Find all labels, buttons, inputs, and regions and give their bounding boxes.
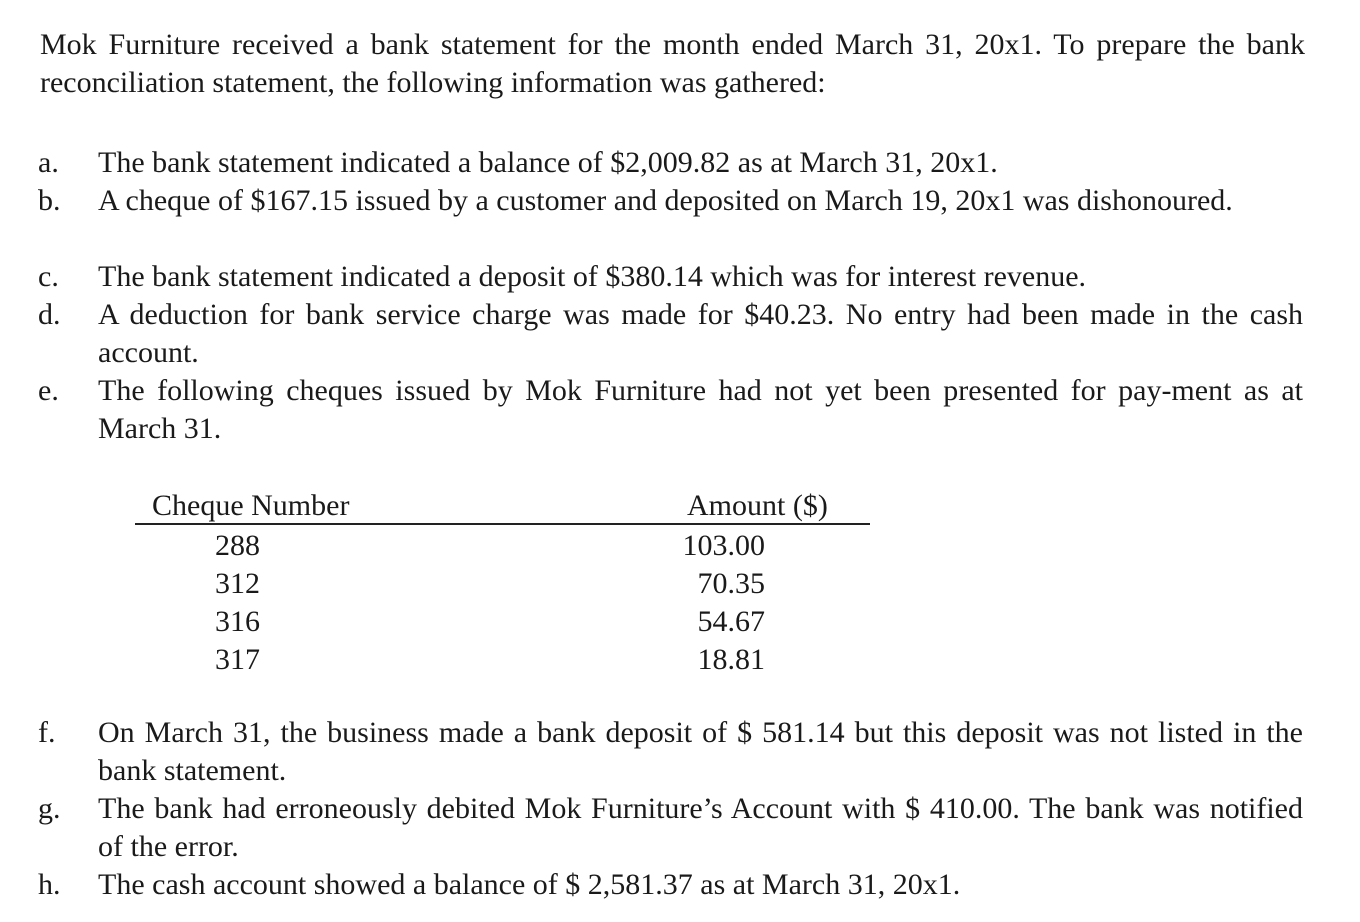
- item-text: The bank statement indicated a balance of $2,009.82 as at March 31, 20x1.: [98, 146, 998, 179]
- cheque-amount: 103.00: [682, 529, 765, 562]
- list-item-f: [38, 714, 1303, 790]
- table-row: [135, 639, 870, 677]
- item-text: The cash account showed a balance of $ 2,581.37 as at March 31, 20x1.: [98, 868, 961, 901]
- item-text: On March 31, the business made a bank deposit of $ 581.14 but this deposit was not listed in the bank statement.: [98, 716, 1303, 787]
- list-item-h: [38, 866, 1303, 904]
- table-row: [135, 525, 870, 563]
- item-letter: d.: [38, 298, 61, 331]
- item-letter: g.: [38, 792, 61, 825]
- cheque-number: 317: [215, 643, 260, 676]
- item-letter: c.: [38, 260, 59, 293]
- list-item-c: [38, 258, 1303, 296]
- list-item-a: [38, 144, 1303, 182]
- item-letter: h.: [38, 868, 61, 901]
- list-item-g: [38, 790, 1303, 866]
- table-row: [135, 601, 870, 639]
- table-row: [135, 563, 870, 601]
- cheque-table: [135, 487, 870, 677]
- cheque-amount: 18.81: [697, 643, 765, 676]
- item-text: A deduction for bank service charge was made for $40.23. No entry had been made in the cash account.: [98, 298, 1303, 369]
- item-letter: a.: [38, 146, 59, 179]
- item-letter: f.: [38, 716, 56, 749]
- intro-paragraph: Mok Furniture received a bank statement for the month ended March 31, 20x1. To prepare the bank reconciliation statement, the following information was gathered:: [40, 28, 1305, 99]
- cheque-amount: 54.67: [697, 605, 765, 638]
- list-item-d: [38, 296, 1303, 372]
- item-text: A cheque of $167.15 issued by a customer and deposited on March 19, 20x1 was dishonoured.: [98, 184, 1233, 217]
- cheque-amount: 70.35: [697, 567, 765, 600]
- header-amount: Amount ($): [687, 489, 828, 522]
- cheque-table-header: [135, 487, 870, 525]
- item-text: The bank statement indicated a deposit of $380.14 which was for interest revenue.: [98, 260, 1087, 293]
- list-item-b: [38, 182, 1303, 220]
- header-cheque-number: Cheque Number: [152, 489, 350, 522]
- cheque-number: 288: [215, 529, 260, 562]
- cheque-number: 312: [215, 567, 260, 600]
- cheque-number: 316: [215, 605, 260, 638]
- list-item-e: [38, 372, 1303, 448]
- item-text: The bank had erroneously debited Mok Furniture’s Account with $ 410.00. The bank was notified of the error.: [98, 792, 1303, 863]
- item-letter: b.: [38, 184, 61, 217]
- item-text: The following cheques issued by Mok Furniture had not yet been presented for pay-ment as at March 31.: [98, 374, 1303, 445]
- item-letter: e.: [38, 374, 59, 407]
